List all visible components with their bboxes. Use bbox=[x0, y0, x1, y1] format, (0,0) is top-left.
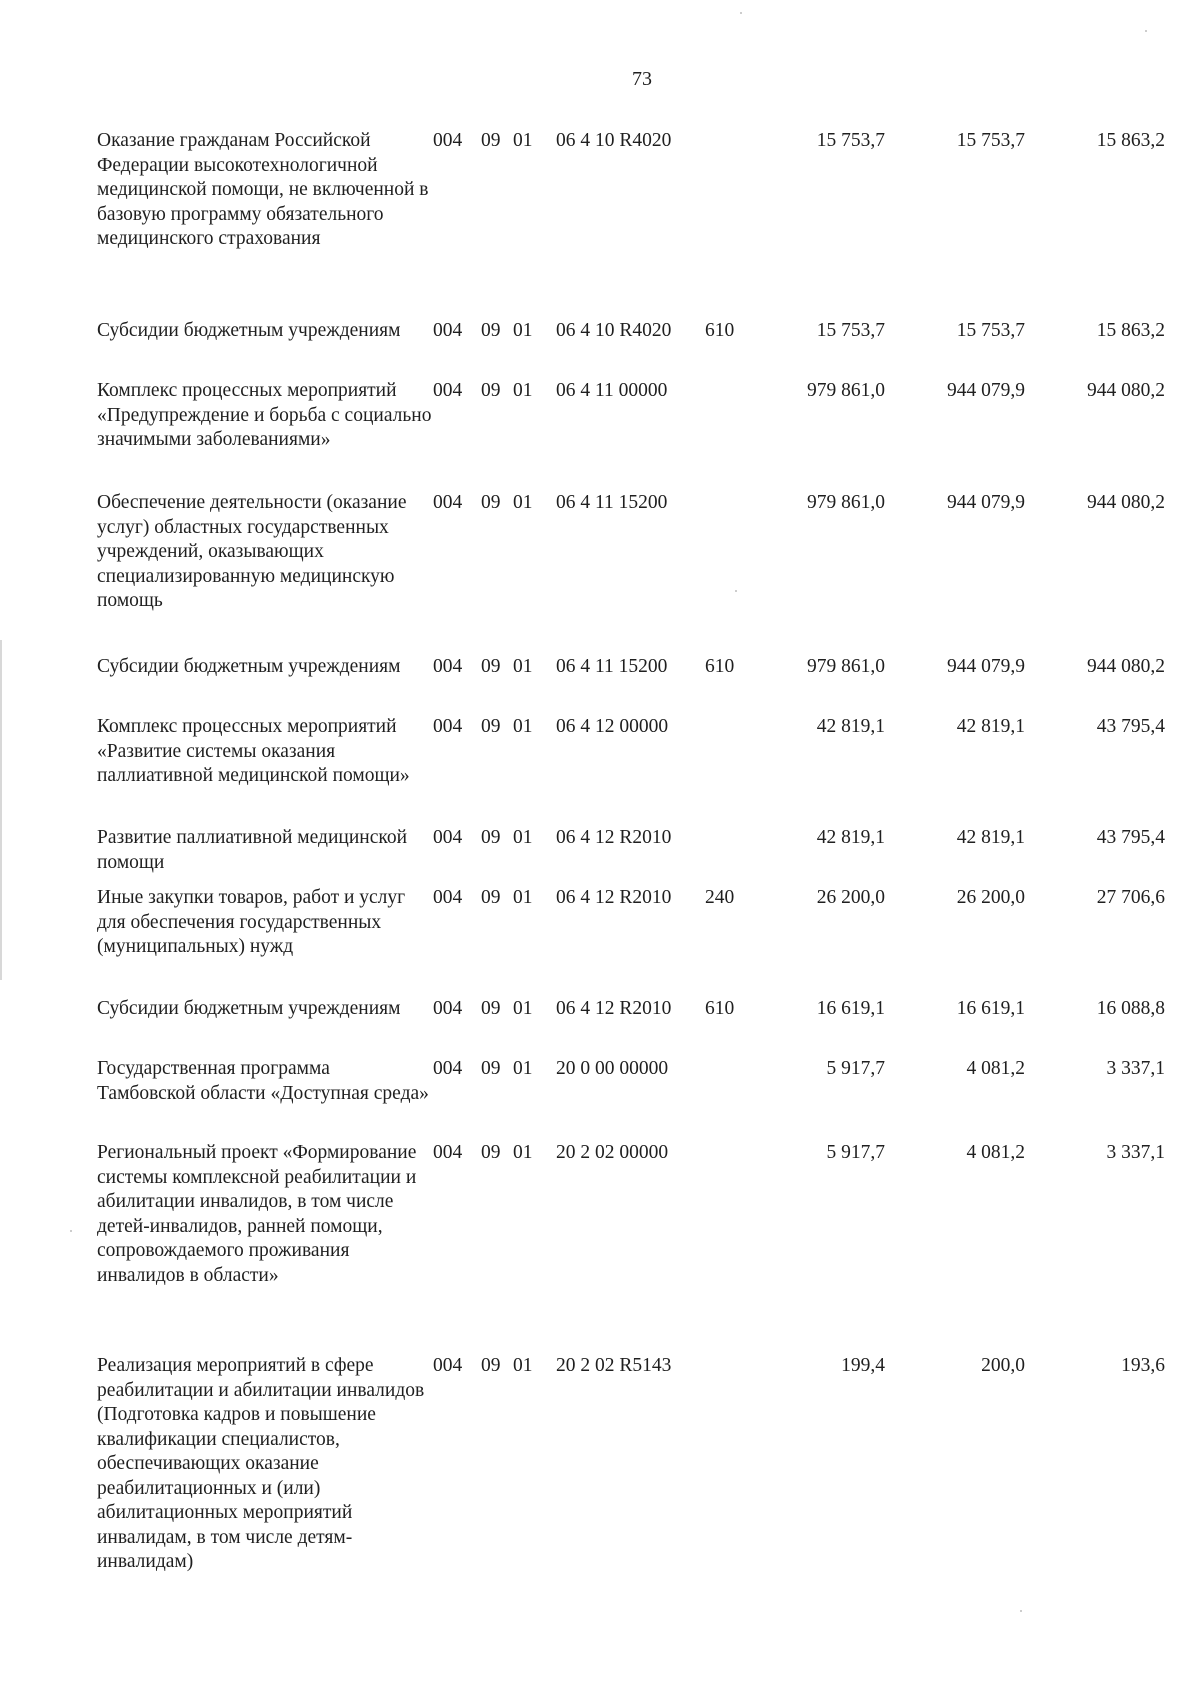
row-ved: 004 bbox=[433, 656, 463, 677]
row-rz: 09 bbox=[481, 998, 501, 1019]
row-name: Оказание гражданам Российской Федерации высокотехнологичной медицинской помощи, не включенной в базовую программу обязательного медицинского страхования bbox=[97, 130, 429, 249]
row-csr: 20 2 02 R5143 bbox=[556, 1355, 672, 1376]
row-name: Субсидии бюджетным учреждениям bbox=[97, 320, 401, 341]
row-rz: 09 bbox=[481, 716, 501, 737]
row-sum-1: 42 819,1 bbox=[816, 827, 885, 848]
row-name: Реализация мероприятий в сфере реабилитации и абилитации инвалидов (Подготовка кадров и повышение квалификации специалистов, обеспечивающих оказание реабилитационных и (или) абилитационных мероприятий инвалидам, в том числе детям-инвалидам) bbox=[97, 1355, 425, 1572]
row-pr: 01 bbox=[513, 1355, 533, 1376]
row-sum-3: 944 080,2 bbox=[1087, 656, 1165, 677]
row-pr: 01 bbox=[513, 1142, 533, 1163]
row-vr: 240 bbox=[705, 887, 735, 908]
row-rz: 09 bbox=[481, 130, 501, 151]
row-sum-2: 42 819,1 bbox=[956, 716, 1025, 737]
row-ved: 004 bbox=[433, 492, 463, 513]
row-csr: 20 2 02 00000 bbox=[556, 1142, 669, 1163]
row-sum-2: 16 619,1 bbox=[956, 998, 1025, 1019]
row-sum-2: 26 200,0 bbox=[956, 887, 1025, 908]
row-ved: 004 bbox=[433, 1142, 463, 1163]
row-csr: 06 4 10 R4020 bbox=[556, 320, 672, 341]
row-pr: 01 bbox=[513, 1058, 533, 1079]
row-ved: 004 bbox=[433, 130, 463, 151]
row-pr: 01 bbox=[513, 656, 533, 677]
row-csr: 06 4 12 R2010 bbox=[556, 887, 672, 908]
row-sum-3: 43 795,4 bbox=[1096, 716, 1165, 737]
row-name: Субсидии бюджетным учреждениям bbox=[97, 998, 401, 1019]
row-name: Иные закупки товаров, работ и услуг для обеспечения государственных (муниципальных) нужд bbox=[97, 887, 406, 957]
row-sum-2: 944 079,9 bbox=[947, 380, 1025, 401]
row-rz: 09 bbox=[481, 1355, 501, 1376]
row-sum-2: 944 079,9 bbox=[947, 492, 1025, 513]
row-ved: 004 bbox=[433, 716, 463, 737]
row-sum-1: 15 753,7 bbox=[816, 130, 885, 151]
row-pr: 01 bbox=[513, 716, 533, 737]
row-sum-1: 979 861,0 bbox=[807, 656, 885, 677]
row-rz: 09 bbox=[481, 656, 501, 677]
row-sum-3: 15 863,2 bbox=[1096, 130, 1165, 151]
row-rz: 09 bbox=[481, 827, 501, 848]
row-name: Комплекс процессных мероприятий «Развитие системы оказания паллиативной медицинской помощи» bbox=[97, 716, 410, 786]
row-rz: 09 bbox=[481, 320, 501, 341]
row-rz: 09 bbox=[481, 1142, 501, 1163]
row-sum-2: 4 081,2 bbox=[966, 1142, 1025, 1163]
row-sum-1: 5 917,7 bbox=[826, 1142, 885, 1163]
row-csr: 06 4 10 R4020 bbox=[556, 130, 672, 151]
row-sum-1: 5 917,7 bbox=[826, 1058, 885, 1079]
row-ved: 004 bbox=[433, 380, 463, 401]
row-sum-1: 979 861,0 bbox=[807, 380, 885, 401]
row-pr: 01 bbox=[513, 827, 533, 848]
row-rz: 09 bbox=[481, 492, 501, 513]
row-vr: 610 bbox=[705, 656, 735, 677]
row-ved: 004 bbox=[433, 1058, 463, 1079]
row-csr: 06 4 12 R2010 bbox=[556, 827, 672, 848]
row-sum-3: 16 088,8 bbox=[1096, 998, 1165, 1019]
row-csr: 06 4 12 00000 bbox=[556, 716, 669, 737]
row-name: Обеспечение деятельности (оказание услуг) областных государственных учреждений, оказывающих специализированную медицинскую помощь bbox=[97, 492, 407, 611]
row-csr: 06 4 11 15200 bbox=[556, 656, 668, 677]
row-ved: 004 bbox=[433, 887, 463, 908]
row-rz: 09 bbox=[481, 380, 501, 401]
row-ved: 004 bbox=[433, 998, 463, 1019]
row-sum-3: 944 080,2 bbox=[1087, 492, 1165, 513]
row-rz: 09 bbox=[481, 1058, 501, 1079]
row-pr: 01 bbox=[513, 998, 533, 1019]
row-sum-1: 16 619,1 bbox=[816, 998, 885, 1019]
row-sum-3: 27 706,6 bbox=[1096, 887, 1165, 908]
row-name: Государственная программа Тамбовской области «Доступная среда» bbox=[97, 1058, 429, 1104]
row-sum-3: 43 795,4 bbox=[1096, 827, 1165, 848]
row-sum-2: 4 081,2 bbox=[966, 1058, 1025, 1079]
row-sum-2: 200,0 bbox=[981, 1355, 1025, 1376]
row-name: Комплекс процессных мероприятий «Предупреждение и борьба с социально значимыми заболеваниями» bbox=[97, 380, 432, 450]
row-csr: 06 4 12 R2010 bbox=[556, 998, 672, 1019]
row-name: Развитие паллиативной медицинской помощи bbox=[97, 827, 408, 873]
row-sum-2: 944 079,9 bbox=[947, 656, 1025, 677]
row-pr: 01 bbox=[513, 130, 533, 151]
row-vr: 610 bbox=[705, 320, 735, 341]
row-pr: 01 bbox=[513, 380, 533, 401]
row-pr: 01 bbox=[513, 887, 533, 908]
row-sum-3: 3 337,1 bbox=[1106, 1058, 1165, 1079]
row-sum-3: 944 080,2 bbox=[1087, 380, 1165, 401]
row-sum-1: 199,4 bbox=[841, 1355, 885, 1376]
page-number: 73 bbox=[632, 68, 652, 90]
row-vr: 610 bbox=[705, 998, 735, 1019]
row-name: Субсидии бюджетным учреждениям bbox=[97, 656, 401, 677]
row-rz: 09 bbox=[481, 887, 501, 908]
row-sum-3: 15 863,2 bbox=[1096, 320, 1165, 341]
row-csr: 06 4 11 00000 bbox=[556, 380, 668, 401]
row-pr: 01 bbox=[513, 492, 533, 513]
row-csr: 06 4 11 15200 bbox=[556, 492, 668, 513]
row-name: Региональный проект «Формирование системы комплексной реабилитации и абилитации инвалидов, в том числе детей-инвалидов, ранней помощи, сопровождаемого проживания инвалидов в области» bbox=[97, 1142, 417, 1286]
row-sum-1: 26 200,0 bbox=[816, 887, 885, 908]
row-sum-3: 193,6 bbox=[1121, 1355, 1165, 1376]
row-pr: 01 bbox=[513, 320, 533, 341]
row-ved: 004 bbox=[433, 1355, 463, 1376]
row-sum-2: 15 753,7 bbox=[956, 320, 1025, 341]
row-ved: 004 bbox=[433, 320, 463, 341]
row-sum-3: 3 337,1 bbox=[1106, 1142, 1165, 1163]
row-sum-1: 979 861,0 bbox=[807, 492, 885, 513]
row-sum-1: 42 819,1 bbox=[816, 716, 885, 737]
row-sum-2: 15 753,7 bbox=[956, 130, 1025, 151]
row-csr: 20 0 00 00000 bbox=[556, 1058, 669, 1079]
row-sum-2: 42 819,1 bbox=[956, 827, 1025, 848]
row-ved: 004 bbox=[433, 827, 463, 848]
row-sum-1: 15 753,7 bbox=[816, 320, 885, 341]
